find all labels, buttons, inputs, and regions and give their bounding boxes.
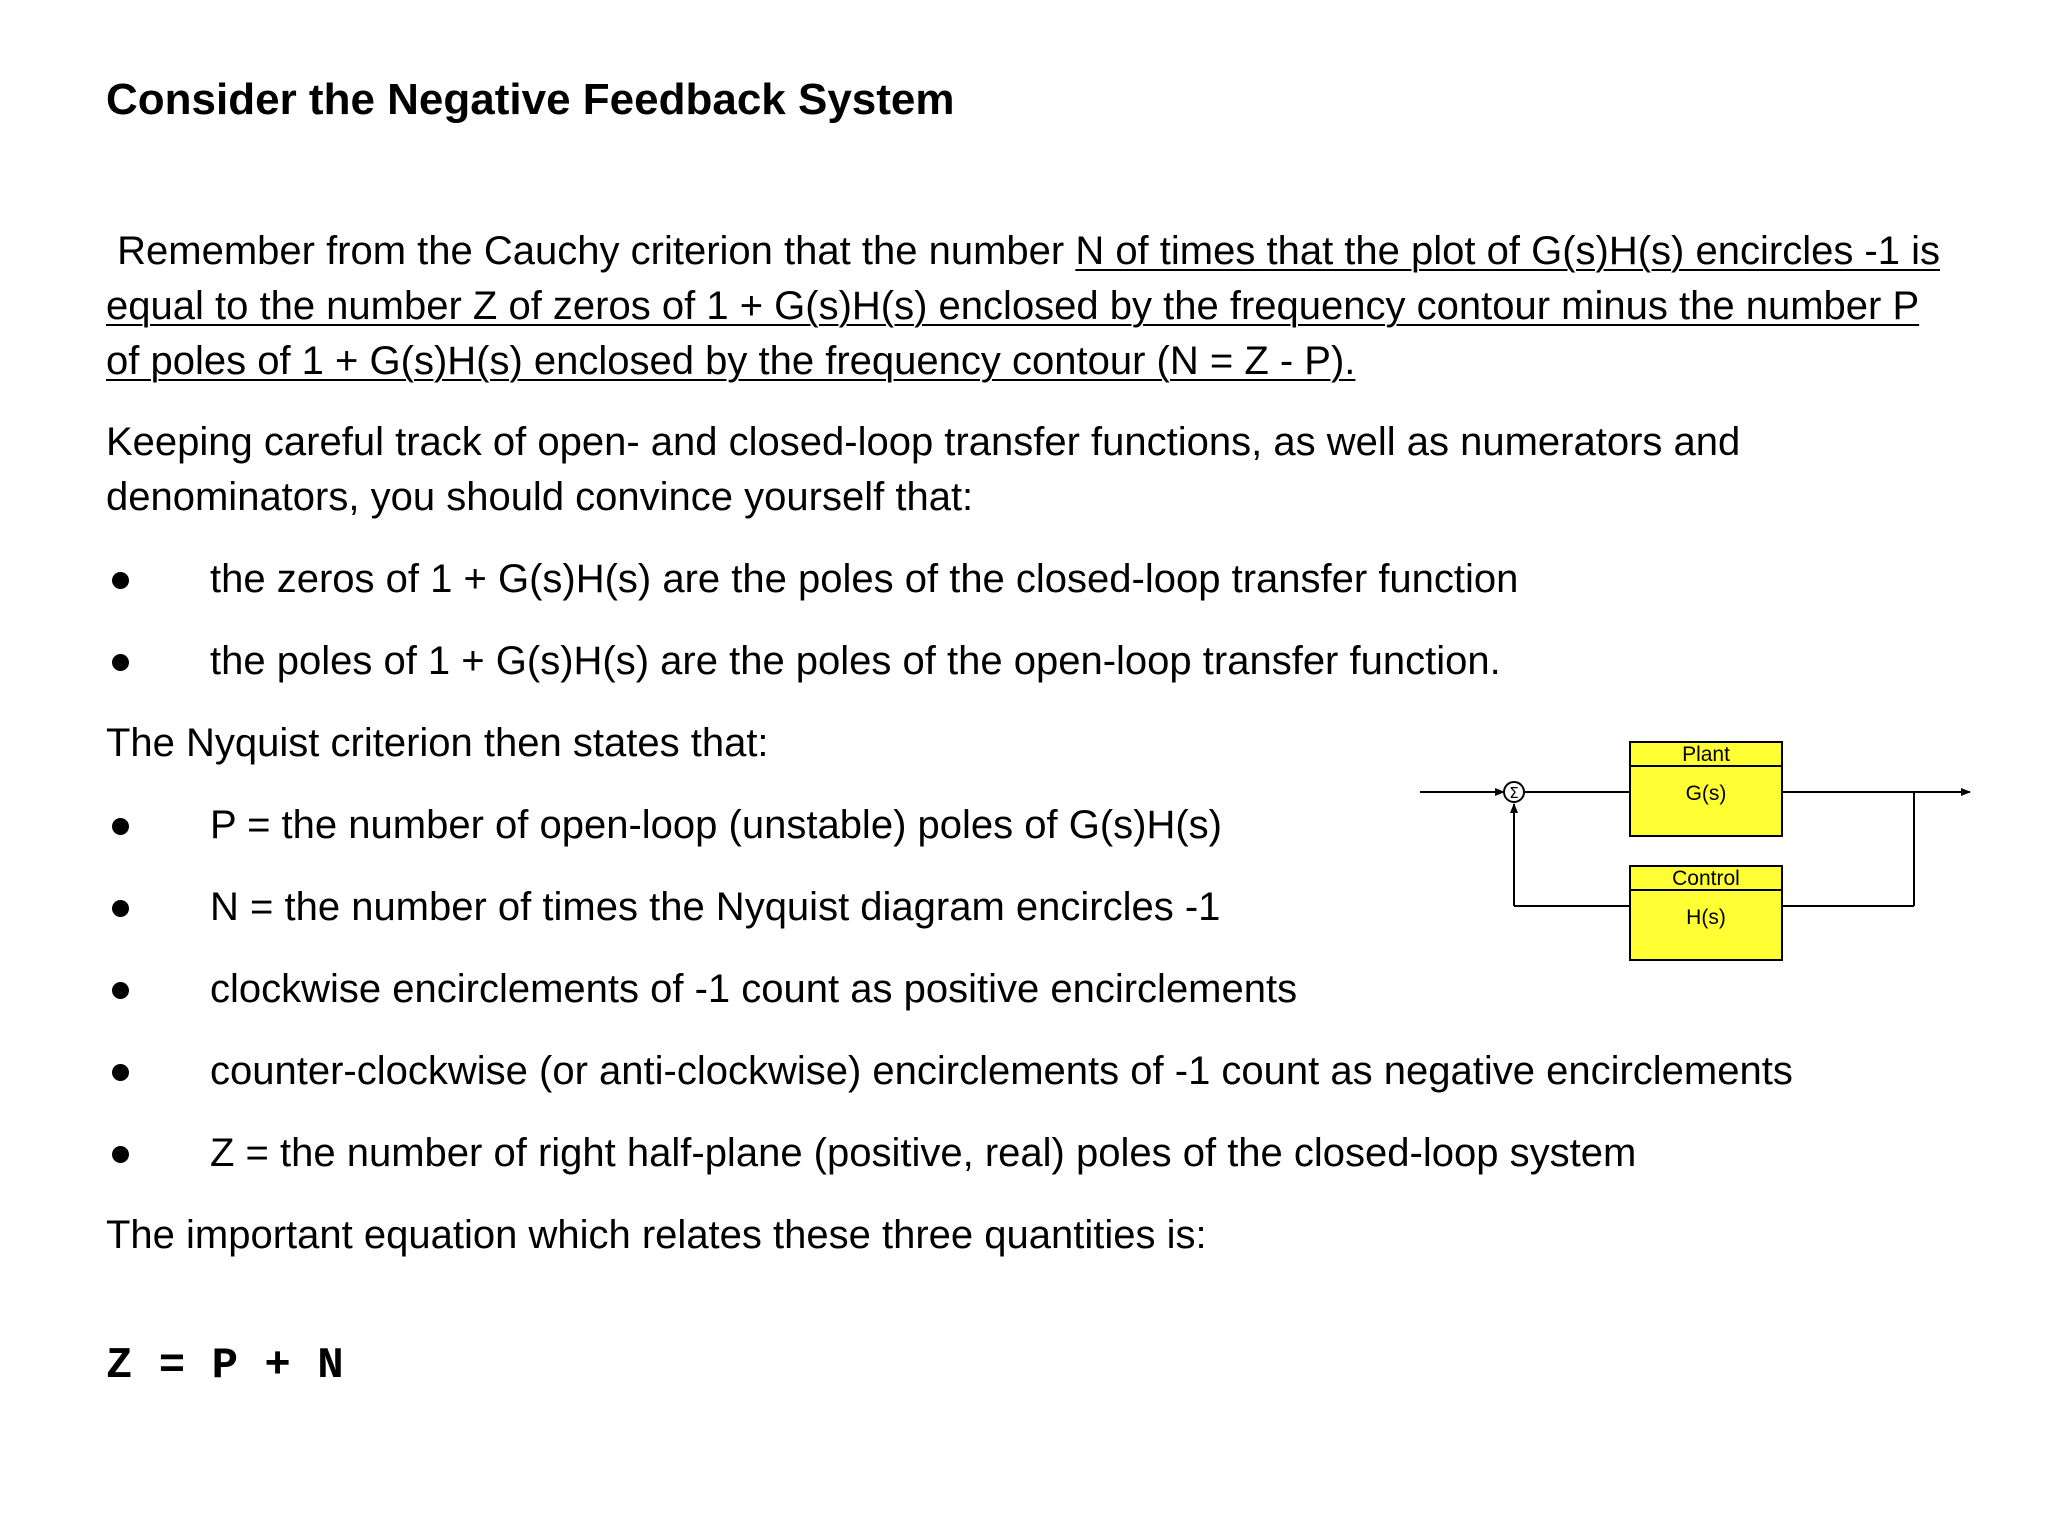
list-item-text: the poles of 1 + G(s)H(s) are the poles of the open-loop transfer function. (210, 639, 1501, 683)
nyquist-intro: The Nyquist criterion then states that: (106, 721, 769, 765)
bullet-icon (112, 818, 129, 835)
page-title: Consider the Negative Feedback System (106, 75, 955, 124)
feedback-block-diagram (1418, 734, 1978, 964)
list-item-text: Z = the number of right half-plane (positive, real) poles of the closed-loop system (210, 1131, 1637, 1175)
bullet-icon (112, 1064, 129, 1081)
bullet-icon (112, 572, 129, 589)
cauchy-text-underlined-2: equal to the number Z of zeros of 1 + G(s)H(s) enclosed by the frequency contour minus the number P (106, 284, 1920, 328)
control-label: Control (1672, 867, 1740, 890)
transfer-paragraph-line-2: denominators, you should convince yourself that: (106, 475, 974, 519)
transfer-paragraph-line-1: Keeping careful track of open- and closed-loop transfer functions, as well as numerators and (106, 420, 1741, 464)
cauchy-paragraph-line-1 (106, 224, 2036, 279)
cauchy-text-underlined: N of times that the plot of G(s)H(s) encircles -1 is (1075, 229, 1940, 273)
plant-transfer-function: G(s) (1685, 782, 1727, 805)
bullet-icon (112, 1146, 129, 1163)
control-transfer-function: H(s) (1686, 906, 1726, 929)
list-item-text: clockwise encirclements of -1 count as positive encirclements (210, 967, 1298, 1011)
bullet-icon (112, 982, 129, 999)
cauchy-text-underlined-3: of poles of 1 + G(s)H(s) enclosed by the frequency contour (N = Z - P). (106, 339, 1356, 383)
summing-symbol: Σ (1509, 784, 1519, 802)
cauchy-paragraph-line-3 (106, 334, 2036, 389)
equation-intro: The important equation which relates these three quantities is: (106, 1213, 1207, 1257)
cauchy-text-plain: Remember from the Cauchy criterion that the number (117, 229, 1076, 273)
bullet-icon (112, 654, 129, 671)
list-item-text: counter-clockwise (or anti-clockwise) encirclements of -1 count as negative encirclements (210, 1049, 1793, 1093)
nyquist-equation: Z = P + N (106, 1341, 344, 1391)
cauchy-paragraph-line-2 (106, 279, 2036, 334)
list-item-text: N = the number of times the Nyquist diagram encircles -1 (210, 885, 1221, 929)
list-item-text: P = the number of open-loop (unstable) poles of G(s)H(s) (210, 803, 1222, 847)
bullet-icon (112, 900, 129, 917)
plant-label: Plant (1682, 743, 1730, 766)
list-item-text: the zeros of 1 + G(s)H(s) are the poles of the closed-loop transfer function (210, 557, 1519, 601)
